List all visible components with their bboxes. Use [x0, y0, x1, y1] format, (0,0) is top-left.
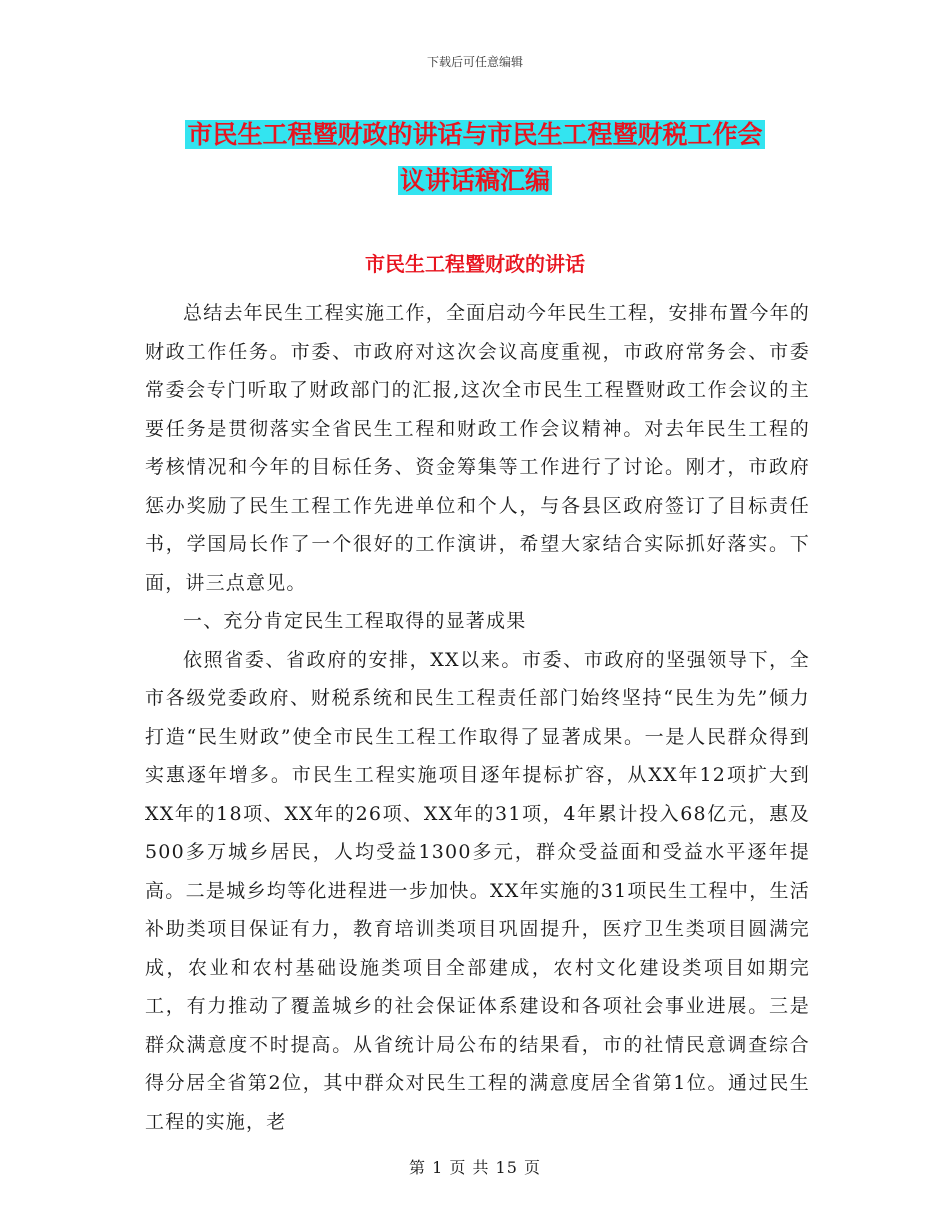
paragraph-achievements: 依照省委、省政府的安排，XX以来。市委、市政府的坚强领导下，全市各级党委政府、财税系统和民生工程责任部门始终坚持“民生为先”倾力打造“民生财政”使全市民生工程工作取得了显著成果。一是人民群众得到实惠逐年增多。市民生工程实施项目逐年提标扩容，从XX年12项扩大到XX年的18项、XX年的26项、XX年的31项，4年累计投入68亿元，惠及500多万城乡居民，人均受益1300多元，群众受益面和受益水平逐年提高。二是城乡均等化进程进一步加快。XX年实施的31项民生工程中，生活补助类项目保证有力，教育培训类项目巩固提升，医疗卫生类项目圆满完成，农业和农村基础设施类项目全部建成，农村文化建设类项目如期完工，有力推动了覆盖城乡的社会保证体系建设和各项社会事业进展。三是群众满意度不时提高。从省统计局公布的结果看，市的社情民意调查综合得分居全省第2位，其中群众对民生工程的满意度居全省第1位。通过民生工程的实施，老 — [145, 648, 810, 1133]
document-title-line-1: 市民生工程暨财政的讲话与市民生工程暨财税工作会 — [187, 120, 763, 149]
section-title: 市民生工程暨财政的讲话 — [365, 252, 585, 276]
document-body — [145, 294, 810, 1141]
paragraph-intro: 总结去年民生工程实施工作，全面启动今年民生工程，安排布置今年的财政工作任务。市委、市政府对这次会议高度重视，市政府常务会、市委常委会专门听取了财政部门的汇报,这次全市民生工程暨财政工作会议的主要任务是贯彻落实全省民生工程和财政工作会议精神。对去年民生工程的考核情况和今年的目标任务、资金筹集等工作进行了讨论。刚才，市政府惩办奖励了民生工程工作先进单位和个人，与各县区政府签订了目标责任书，学国局长作了一个很好的工作演讲，希望大家结合实际抓好落实。下面，讲三点意见。 — [145, 302, 810, 594]
document-title — [0, 112, 950, 204]
page-number: 第 1 页 共 15 页 — [409, 1158, 541, 1177]
header-note: 下载后可任意编辑 — [426, 55, 523, 69]
paragraph-heading-one: 一、充分肯定民生工程取得的显著成果 — [183, 610, 527, 632]
document-title-line-2: 议讲话稿汇编 — [399, 166, 550, 195]
